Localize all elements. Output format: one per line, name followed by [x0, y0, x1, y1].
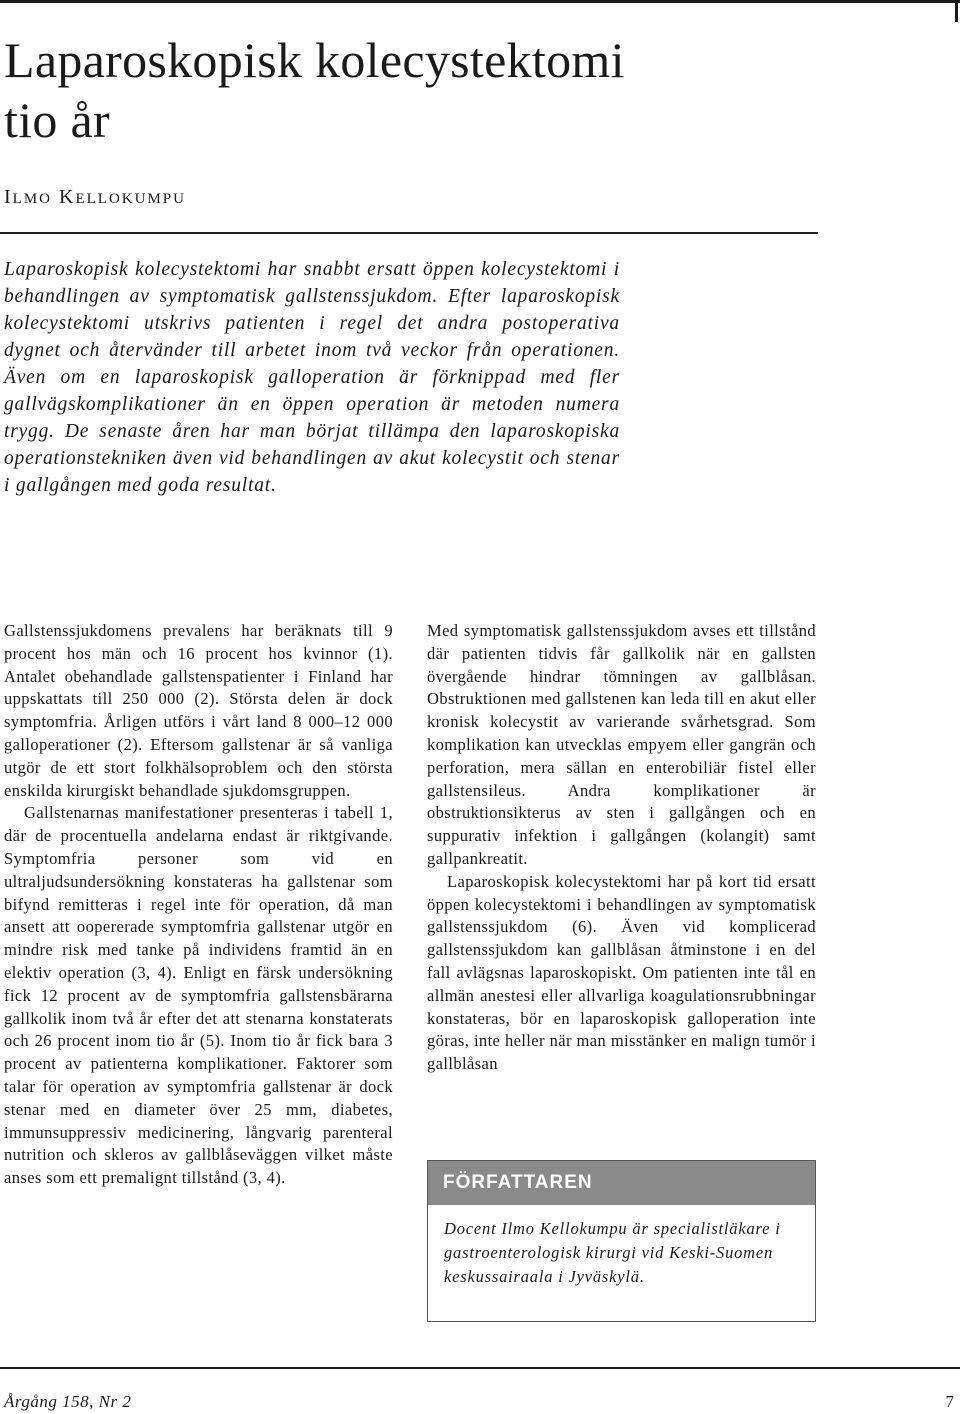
article-title: [4, 30, 625, 150]
author-last-initial: K: [59, 186, 76, 208]
body-column-right: [427, 620, 816, 1076]
author-first-rest: LMO: [12, 191, 53, 207]
author-byline: [4, 186, 186, 209]
author-first-initial: I: [4, 186, 13, 208]
author-last-rest: ELLOKUMPU: [75, 191, 186, 207]
top-rule-corner: [955, 0, 958, 22]
body-paragraph: Med symptomatisk gallstenssjukdom avses ett tillstånd där patienten tidvis får gallkolik när en gallsten övergående hindrar tömningen av gallblåsan. Obstruktionen med gallstenen kan leda till en akut eller kronisk kolecystit av varierande svårhetsgrad. Som komplikation kan utvecklas empyem eller gangrän och perforation, mera sällan en enterobiliär fistel eller gallstensileus. Andra komplikationer är obstruktionsikterus av sten i gallgången och en suppurativ infektion i gallgången (kolangit) samt gallpankreatit.: [427, 621, 816, 868]
top-rule: [0, 0, 960, 3]
page-number: 7: [945, 1392, 954, 1411]
author-box-heading: FÖRFATTAREN: [428, 1161, 815, 1205]
footer-rule: [0, 1367, 960, 1369]
body-paragraph: Laparoskopisk kolecystektomi har på kort tid ersatt öppen kolecystektomi i behandlingen av symptomatisk gallstenssjukdom (6). Även vid komplicerad gallstenssjukdom kan gallblåsan åtminstone i en del fall avlägsnas laparoskopiskt. Om patienten inte tål en allmän anestesi eller allvarliga koagulationsrubbningar konstateras, bör en laparoskopisk galloperation inte göras, inte heller när man misstänker en malign tumör i gallblåsan: [427, 871, 816, 1074]
article-title-line1: Laparoskopisk kolecystektomi: [4, 32, 625, 88]
author-rule: [0, 232, 818, 234]
article-title-line2: tio år: [4, 92, 110, 148]
body-paragraph: Gallstenarnas manifestationer presenteras i tabell 1, där de procentuella andelarna endast är riktgivande. Symptomfria personer som vid en ultraljudsundersökning konstateras ha gallstenar som bifynd remitteras i regel inte för operation, då man ansett att oopererade symptomfria gallstenar utgör en mindre risk med tanke på individens framtid än en elektiv operation (3, 4). Enligt en färsk undersökning fick 12 procent av de symptomfria gallstensbärarna gallkolik inom två år efter det att stenarna konstaterats och 26 procent inom tio år (5). Inom tio år fick bara 3 procent av patienterna komplikationer. Faktorer som talar för operation av symptomfria gallstenar är dock stenar med en diameter över 25 mm, diabetes, immunsuppressiv medicinering, långvarig parenteral nutrition och skleros av gallblåseväggen vilket måste anses som ett premalignt tillstånd (3, 4).: [4, 803, 393, 1188]
body-column-left: [4, 620, 393, 1190]
author-box-text: Docent Ilmo Kellokumpu är specialistläkare i gastroenterologisk kirurgi vid Keski-Suomen keskussairaala i Jyväskylä.: [444, 1219, 781, 1286]
abstract: Laparoskopisk kolecystektomi har snabbt ersatt öppen kolecystektomi i behandlingen av symptomatisk gallstenssjukdom. Efter laparoskopisk kolecystektomi utskrivs patienten i regel det andra postoperativa dygnet och återvänder till arbetet inom två veckor från operationen. Även om en laparoskopisk galloperation är förknippad med fler gallvägskomplikationer än en öppen operation är metoden numera trygg. De senaste åren har man börjat tillämpa den laparoskopiska operationstekniken även vid behandlingen av akut kolecystit och stenar i gallgången med goda resultat.: [4, 259, 620, 496]
author-info-box: [427, 1160, 816, 1322]
body-paragraph: Gallstenssjukdomens prevalens har beräknats till 9 procent hos män och 16 procent hos kvinnor (1). Antalet obehandlade gallstenspatienter i Finland har uppskattats till 250 000 (2). Största delen är dock symptomfria. Årligen utförs i vårt land 8 000–12 000 galloperationer (2). Eftersom gallstenar är så vanliga utgör de ett stort folkhälsoproblem och den största enskilda kirurgiskt behandlade sjukdomsgruppen.: [4, 621, 393, 800]
issue-label: Årgång 158, Nr 2: [4, 1392, 132, 1411]
